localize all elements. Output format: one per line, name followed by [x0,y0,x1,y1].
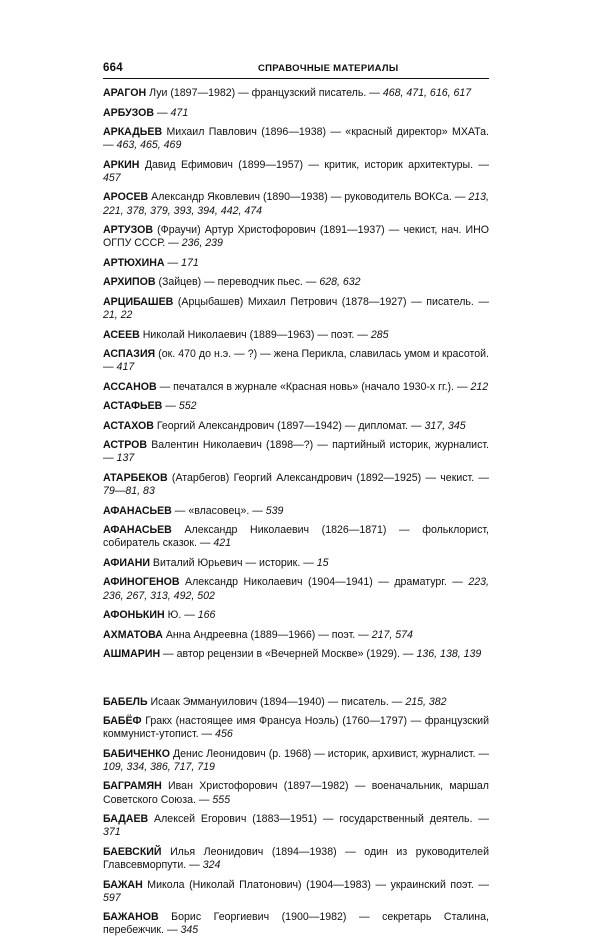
entry-page-refs: 628, 632 [319,276,361,289]
entry-page-refs: 456 [215,728,233,741]
entry-description: — автор рецензии в «Вечерней Москве» (1929). — [160,648,417,661]
entry-page-refs: 468, 471, 616, 617 [382,87,472,99]
entry-surname: АХМАТОВА [103,628,163,641]
entry-page-refs: 539 [265,504,284,517]
entry-page-refs: 15 [316,556,329,569]
entry-surname: АФОНЬКИН [103,609,165,622]
entry-description: Борис Георгиевич (1900—1982) — секретарь Сталина, перебежчик. — [103,911,489,937]
page-header [103,62,489,79]
entry-description: (Атарбегов) Георгий Александрович (1892—1925) — чекист. — [167,471,489,484]
entry-description: Алексей Егорович (1883—1951) — государственный деятель. — [148,813,489,826]
entry-page-refs: 136, 138, 139 [416,648,482,661]
entry-surname: АФИНОГЕНОВ [103,576,180,589]
entry-description: Николай Николаевич (1889—1963) — поэт. — [139,328,371,341]
entry-surname: АРБУЗОВ [103,106,155,119]
entry-page-refs: 371 [103,826,121,839]
entry-description: — [154,106,171,119]
index-entry [103,257,489,270]
index-entry [103,648,489,661]
entry-description: Илья Леонидович (1894—1938) — один из руководителей Главсевморпути. — [103,845,489,872]
index-entry [103,629,489,642]
entry-description: Александр Яковлевич (1890—1938) — руководитель ВОКСа. — [148,191,469,204]
entry-page-refs: 555 [212,793,231,806]
entry-surname: АРКИН [103,158,140,171]
entry-description: Исаак Эммануилович (1894—1940) — писатель. — [147,695,406,708]
entry-description: Анна Андреевна (1889—1966) — поэт. — [162,628,372,641]
entry-surname: БАЕВСКИЙ [103,845,162,858]
entry-page-refs: 215, 382 [405,695,447,708]
index-entry [103,696,489,709]
entry-surname: БАЖАНОВ [103,911,159,924]
entry-description: Валентин Николаевич (1898—?) — партийный историк, журналист. — [103,439,489,465]
entry-description: — печатался в журнале «Красная новь» (начало 1930-х гг.). — [156,380,471,393]
entry-surname: АРОСЕВ [103,191,149,204]
entry-description: Александр Николаевич (1904—1941) — драматург. — [179,576,469,589]
entry-description: Ю. — [164,609,198,622]
entry-page-refs: 552 [178,400,197,413]
entry-page-refs: 471 [170,106,189,119]
page-number: 664 [103,62,123,74]
index-entry [103,126,489,152]
entry-description: Денис Леонидович (р. 1968) — историк, архивист, журналист. — [169,747,489,760]
entry-surname: БАЖАН [103,878,143,891]
index-entry [103,780,489,806]
entry-page-refs: 324 [202,859,221,872]
entry-surname: АСТАХОВ [103,419,154,432]
entry-surname: БАБЁФ [103,715,142,728]
entry-surname: БАГРАМЯН [103,780,162,793]
index-entry [103,748,489,774]
entry-page-refs: 223, 236, 267, 313, 492, 502 [103,576,489,602]
entry-surname: АССАНОВ [103,380,157,393]
index-entry [103,107,489,120]
entry-surname: АТАРБЕКОВ [103,471,168,484]
entry-surname: БАБЕЛЬ [103,695,148,708]
index-entry [103,472,489,498]
entry-description: — «власовец». — [171,504,266,517]
entry-surname: АРЦИБАШЕВ [103,295,174,308]
index-entry [103,381,489,394]
entry-surname: АРТЮХИНА [103,256,165,269]
index-entry [103,276,489,289]
section-title: СПРАВОЧНЫЕ МАТЕРИАЛЫ [258,63,399,74]
index-entry [103,420,489,433]
entry-surname: АШМАРИН [103,648,161,661]
entry-description: Давид Ефимович (1899—1957) — критик, историк архитектуры. — [139,158,489,171]
entry-surname: АФАНАСЬЕВ [103,524,172,537]
index-entry [103,87,489,100]
entry-page-refs: 79—81, 83 [103,485,155,498]
entry-description: Александр Николаевич (1826—1871) — фольклорист, собиратель сказок. — [103,524,489,550]
index-entry [103,159,489,185]
entry-description: Гракх (настоящее имя Франсуа Ноэль) (1760—1797) — французский коммунист-утопист. — [103,715,489,741]
entry-description: (Фраучи) Артур Христофорович (1891—1937) — чекист, нач. ИНО ОГПУ СССР. — [103,224,489,250]
entry-page-refs: 109, 334, 386, 717, 719 [103,760,215,773]
entry-page-refs: 217, 574 [371,628,413,641]
entry-description: (Арцыбашев) Михаил Петрович (1878—1927) — писатель. — [173,295,489,308]
index-entry [103,813,489,839]
index-entry [103,191,489,217]
entry-surname: АРАГОН [103,87,147,99]
index-entry [103,609,489,622]
entry-page-refs: 21, 22 [103,309,133,322]
entry-description: Виталий Юрьевич — историк. — [149,556,317,569]
index-entry [103,715,489,741]
entry-page-refs: 212 [470,380,489,393]
entry-surname: АРХИПОВ [103,276,156,289]
entry-description: Иван Христофорович (1897—1982) — военачальник, маршал Советского Союза. — [103,780,489,806]
letter-group-separator [103,668,489,696]
index-entry [103,400,489,413]
entry-surname: АСПАЗИЯ [103,348,156,361]
index-entry [103,224,489,250]
entry-surname: АРТУЗОВ [103,224,154,237]
entry-page-refs: 421 [213,537,232,550]
entry-page-refs: 417 [116,361,135,374]
entry-page-refs: 171 [181,256,199,269]
entry-description: (ок. 470 до н.э. — ?) — жена Перикла, славилась умом и красотой. — [103,348,489,374]
index-entry [103,296,489,322]
entry-description: Михаил Павлович (1896—1938) — «красный директор» МХАТа. — [103,126,489,152]
entry-page-refs: 213, 221, 378, 379, 393, 394, 442, 474 [103,191,489,217]
entry-page-refs: 463, 465, 469 [116,139,182,152]
entry-surname: АФАНАСЬЕВ [103,504,172,517]
entry-surname: АСЕЕВ [103,328,140,341]
entry-page-refs: 236, 239 [181,237,223,250]
entry-page-refs: 457 [103,171,121,184]
index-entry [103,505,489,518]
entry-page-refs: 285 [370,328,389,341]
index-entry [103,524,489,550]
entry-page-refs: 345 [180,924,199,937]
index-entry [103,911,489,937]
index-entry [103,329,489,342]
entry-description: (Зайцев) — переводчик пьес. — [155,276,320,289]
entry-surname: АФИАНИ [103,556,150,569]
index-entry [103,846,489,872]
entry-page-refs: 166 [197,609,216,622]
entry-page-refs: 597 [103,891,121,904]
index-entry [103,348,489,374]
entry-description: Георгий Александрович (1897—1942) — дипломат. — [153,419,425,432]
entry-page-refs: 317, 345 [424,419,466,432]
index-entry [103,439,489,465]
index-entries [103,87,489,944]
entry-surname: АСТАФЬЕВ [103,400,163,413]
entry-description: Микола (Николай Платонович) (1904—1983) — украинский поэт. — [142,878,489,891]
index-entry [103,879,489,905]
entry-description: Луи (1897—1982) — французский писатель. — [146,87,383,99]
entry-surname: АСТРОВ [103,439,148,452]
entry-surname: БАДАЕВ [103,813,149,826]
entry-surname: АРКАДЬЕВ [103,126,163,138]
entry-page-refs: 137 [116,452,135,465]
index-entry [103,576,489,602]
entry-description: — [164,256,182,269]
index-entry [103,557,489,570]
entry-surname: БАБИЧЕНКО [103,747,170,760]
entry-description: — [162,400,179,413]
